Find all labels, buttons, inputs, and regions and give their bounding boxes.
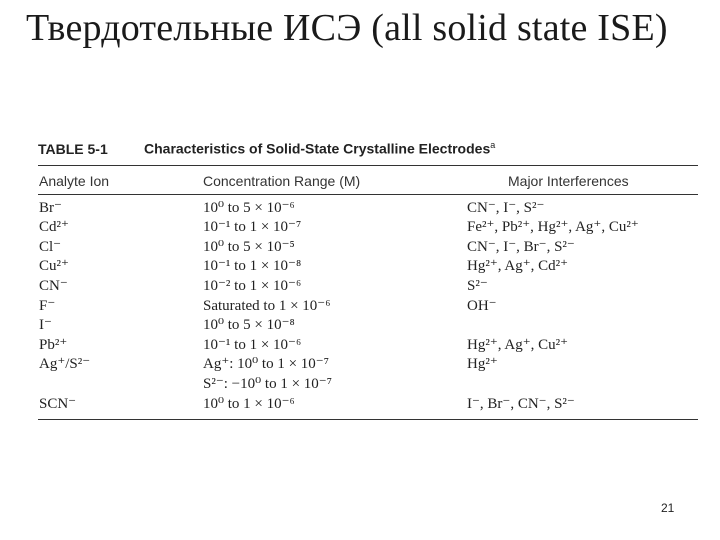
cell-major-interferences: Hg²⁺, Ag⁺, Cu²⁺ (467, 336, 569, 353)
characteristics-table (38, 140, 698, 420)
cell-concentration-range: 10⁰ to 1 × 10⁻⁶ (203, 395, 295, 412)
table-row (38, 394, 698, 414)
cell-major-interferences: Fe²⁺, Pb²⁺, Hg²⁺, Ag⁺, Cu²⁺ (467, 219, 639, 236)
cell-analyte-ion: CN⁻ (39, 278, 68, 295)
table-header (38, 166, 698, 195)
cell-concentration-range: 10⁻¹ to 1 × 10⁻⁶ (203, 336, 302, 353)
table-title: Characteristics of Solid-State Crystalline Electrodes (144, 140, 491, 157)
table-caption (38, 140, 698, 166)
cell-analyte-ion: Br⁻ (39, 199, 62, 216)
cell-analyte-ion: I⁻ (39, 317, 52, 334)
cell-concentration-range: S²⁻: −10⁰ to 1 × 10⁻⁷ (203, 376, 332, 392)
page-number: 21 (661, 501, 675, 515)
table-row (38, 354, 698, 374)
column-header-concentration-range: Concentration Range (M) (203, 172, 361, 189)
cell-concentration-range: 10⁰ to 5 × 10⁻⁵ (203, 238, 295, 255)
table-row (38, 217, 698, 237)
cell-concentration-range: 10⁰ to 5 × 10⁻⁸ (203, 317, 295, 334)
cell-concentration-range: Saturated to 1 × 10⁻⁶ (203, 297, 331, 314)
cell-major-interferences: CN⁻, I⁻, Br⁻, S²⁻ (467, 238, 575, 255)
cell-major-interferences: I⁻, Br⁻, CN⁻, S²⁻ (467, 395, 575, 412)
column-header-analyte-ion: Analyte Ion (39, 172, 110, 189)
cell-concentration-range: 10⁻² to 1 × 10⁻⁶ (203, 278, 302, 295)
cell-concentration-range: Ag⁺: 10⁰ to 1 × 10⁻⁷ (203, 356, 329, 373)
table-bottom-rule (38, 419, 698, 420)
cell-major-interferences: OH⁻ (467, 297, 497, 314)
table-row (38, 296, 698, 316)
cell-concentration-range: 10⁻¹ to 1 × 10⁻⁷ (203, 219, 302, 236)
table-label: TABLE 5-1 (38, 140, 108, 157)
table-row (38, 315, 698, 335)
table-row (38, 276, 698, 296)
cell-analyte-ion: Ag⁺/S²⁻ (39, 356, 91, 373)
cell-analyte-ion: SCN⁻ (39, 395, 77, 412)
cell-analyte-ion: Cu²⁺ (39, 258, 69, 275)
cell-concentration-range: 10⁻¹ to 1 × 10⁻⁸ (203, 258, 302, 275)
table-row (38, 335, 698, 355)
slide-title: Твердотельные ИСЭ (all solid state ISE) (26, 7, 668, 49)
table-row (38, 198, 698, 218)
cell-concentration-range: 10⁰ to 5 × 10⁻⁶ (203, 199, 295, 216)
table-row (38, 374, 698, 394)
cell-major-interferences: S²⁻ (467, 278, 488, 295)
cell-analyte-ion: Cl⁻ (39, 238, 62, 255)
cell-major-interferences: CN⁻, I⁻, S²⁻ (467, 199, 545, 216)
cell-analyte-ion: F⁻ (39, 297, 56, 314)
cell-major-interferences: Hg²⁺, Ag⁺, Cd²⁺ (467, 258, 569, 275)
footnote-marker: a (490, 140, 496, 150)
cell-major-interferences: Hg²⁺ (467, 356, 498, 373)
cell-analyte-ion: Pb²⁺ (39, 336, 68, 353)
table-body (38, 195, 698, 414)
cell-analyte-ion: Cd²⁺ (39, 219, 69, 236)
column-header-major-interferences: Major Interferences (508, 172, 629, 189)
table-row (38, 237, 698, 257)
table-row (38, 256, 698, 276)
